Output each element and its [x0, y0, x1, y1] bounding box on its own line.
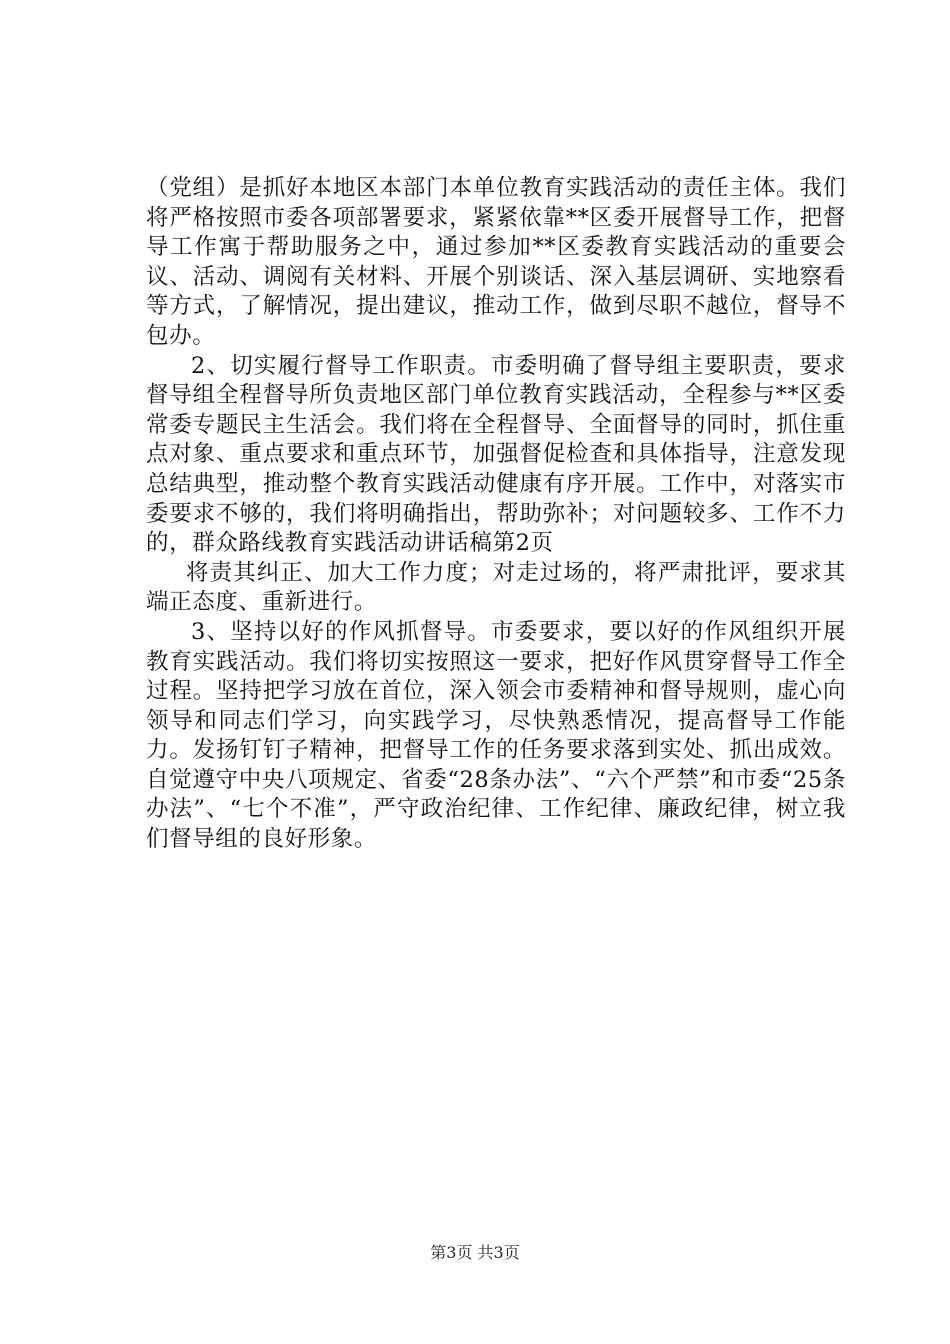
paragraph-item-2: 2、切实履行督导工作职责。市委明确了督导组主要职责，要求督导组全程督导所负责地区部门单位教育实践活动，全程参与**区委常委专题民主生活会。我们将在全程督导、全面督导的同时，抓住重点对象、重点要求和重点环节，加强督促检查和具体指导，注意发现总结典型，推动整个教育实践活动健康有序开展。工作中，对落实市委要求不够的，我们将明确指出，帮助弥补；对问题较多、工作不力的，群众路线教育实践活动讲话稿第2页	[146, 352, 846, 557]
paragraph-item-3: 3、坚持以好的作风抓督导。市委要求，要以好的作风组织开展教育实践活动。我们将切实按照这一要求，把好作风贯穿督导工作全过程。坚持把学习放在首位，深入领会市委精神和督导规则，虚心向领导和同志们学习，向实践学习，尽快熟悉情况，提高督导工作能力。发扬钉钉子精神，把督导工作的任务要求落到实处、抓出成效。自觉遵守中央八项规定、省委“28条办法”、“六个严禁”和市委“25条办法”、“七个不准”，严守政治纪律、工作纪律、廉政纪律，树立我们督导组的良好形象。	[146, 618, 846, 853]
paragraph-continuation-2: 将责其纠正、加大工作力度；对走过场的，将严肃批评，要求其端正态度、重新进行。	[146, 559, 846, 616]
page-number-footer: 第3页 共3页	[430, 1243, 520, 1262]
document-body	[146, 174, 846, 855]
paragraph-continuation: （党组）是抓好本地区本部门本单位教育实践活动的责任主体。我们将严格按照市委各项部署要求，紧紧依靠**区委开展督导工作，把督导工作寓于帮助服务之中，通过参加**区委教育实践活动的重要会议、活动、调阅有关材料、开展个别谈话、深入基层调研、实地察看等方式，了解情况，提出建议，推动工作，做到尽职不越位，督导不包办。	[146, 175, 846, 349]
